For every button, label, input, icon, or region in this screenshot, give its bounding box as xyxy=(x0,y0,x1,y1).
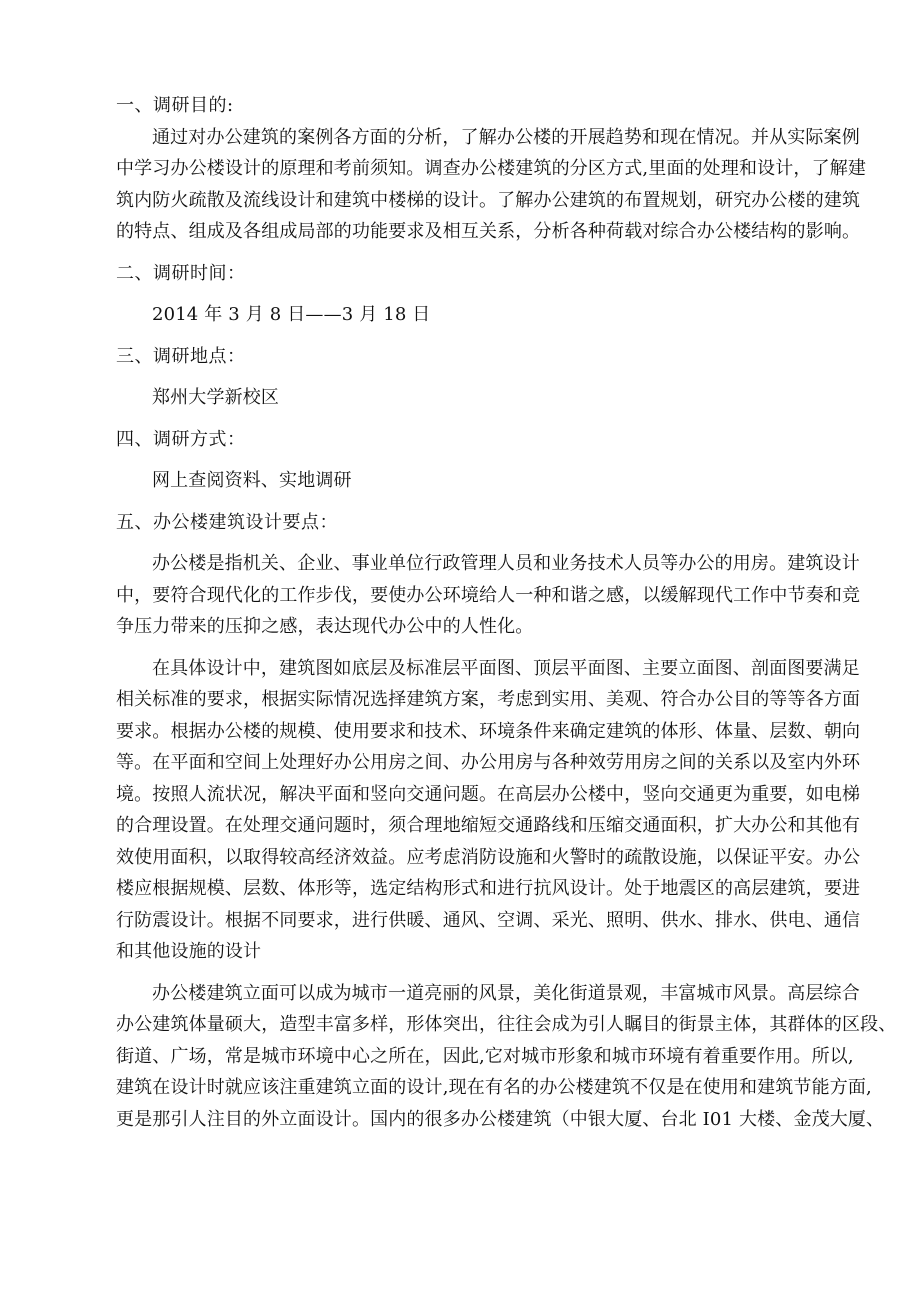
section-heading-method: 四、调研方式： xyxy=(116,428,246,450)
paragraph-line: 办公楼是指机关、企业、事业单位行政管理人员和业务技术人员等办公的用房。建筑设计 xyxy=(152,553,860,574)
paragraph-line: 相关标准的要求，根据实际情况选择建筑方案，考虑到实用、美观、符合办公目的等等各方面 xyxy=(116,689,861,710)
paragraph-line: 办公楼建筑立面可以成为城市一道亮丽的风景，美化街道景观，丰富城市风景。高层综合 xyxy=(152,982,860,1004)
paragraph-line: 建筑在设计时就应该注重建筑立面的设计,现在有名的办公楼建筑不仅是在使用和建筑节能方面, xyxy=(116,1077,872,1098)
paragraph-line: 更是那引人注目的外立面设计。国内的很多办公楼建筑（中银大厦、台北 I01 大楼、金茂大厦、 xyxy=(116,1108,885,1130)
paragraph-line: 办公建筑体量硕大，造型丰富多样，形体突出，往往会成为引人瞩目的街景主体，其群体的区段、 xyxy=(116,1014,897,1035)
design-paragraph-1 xyxy=(116,548,861,643)
paragraph-line: 楼应根据规模、层数、体形等，选定结构形式和进行抗风设计。处于地震区的高层建筑，要进 xyxy=(116,878,861,899)
design-paragraph-2 xyxy=(116,653,861,968)
survey-method-value: 网上查阅资料、实地调研 xyxy=(152,470,352,491)
paragraph-line: 效使用面积，以取得较高经济效益。应考虑消防设施和火警时的疏散设施，以保证平安。办公 xyxy=(116,846,861,868)
paragraph-line: 等。在平面和空间上处理好办公用房之间、办公用房与各种效劳用房之间的关系以及室内外环 xyxy=(116,752,861,773)
design-paragraph-3 xyxy=(116,978,897,1136)
section-heading-time: 二、调研时间： xyxy=(116,262,246,284)
paragraph-line: 争压力带来的压抑之感，表达现代办公中的人性化。 xyxy=(116,616,534,637)
section-heading-design-points: 五、办公楼建筑设计要点： xyxy=(116,511,338,533)
paragraph-line: 和其他设施的设计 xyxy=(116,941,262,962)
section-heading-purpose: 一、调研目的: xyxy=(116,95,234,116)
paragraph-line: 境。按照人流状况，解决平面和竖向交通问题。在高层办公楼中，竖向交通更为重要，如电梯 xyxy=(116,783,861,805)
paragraph-line: 的特点、组成及各组成局部的功能要求及相互关系，分析各种荷载对综合办公楼结构的影响。 xyxy=(116,221,861,242)
paragraph-line: 行防震设计。根据不同要求，进行供暖、通风、空调、采光、照明、供水、排水、供电、通信 xyxy=(116,909,861,931)
paragraph-line: 街道、广场，常是城市环境中心之所在，因此,它对城市形象和城市环境有着重要作用。所以, xyxy=(116,1045,854,1067)
paragraph-line: 通过对办公建筑的案例各方面的分析，了解办公楼的开展趋势和现在情况。并从实际案例 xyxy=(152,126,860,148)
paragraph-line: 中，要符合现代化的工作步伐，要使办公环境给人一种和谐之感，以缓解现代工作中节奏和竞 xyxy=(116,584,861,606)
survey-location-value: 郑州大学新校区 xyxy=(152,387,280,408)
paragraph-line: 筑内防火疏散及流线设计和建筑中楼梯的设计。了解办公建筑的布置规划，研究办公楼的建筑 xyxy=(116,189,861,211)
paragraph-line: 在具体设计中，建筑图如底层及标准层平面图、顶层平面图、主要立面图、剖面图要满足 xyxy=(152,657,860,679)
purpose-paragraph xyxy=(116,122,867,248)
paragraph-line: 中学习办公楼设计的原理和考前须知。调查办公楼建筑的分区方式,里面的处理和设计，了解建 xyxy=(116,158,867,179)
survey-time-value: 2014 年 3 月 8 日——3 月 18 日 xyxy=(152,304,431,325)
document-page xyxy=(116,90,897,1135)
paragraph-line: 要求。根据办公楼的规模、使用要求和技术、环境条件来确定建筑的体形、体量、层数、朝向 xyxy=(116,720,861,742)
paragraph-line: 的合理设置。在处理交通问题时，须合理地缩短交通路线和压缩交通面积，扩大办公和其他有 xyxy=(116,815,861,836)
section-heading-location: 三、调研地点： xyxy=(116,345,246,367)
